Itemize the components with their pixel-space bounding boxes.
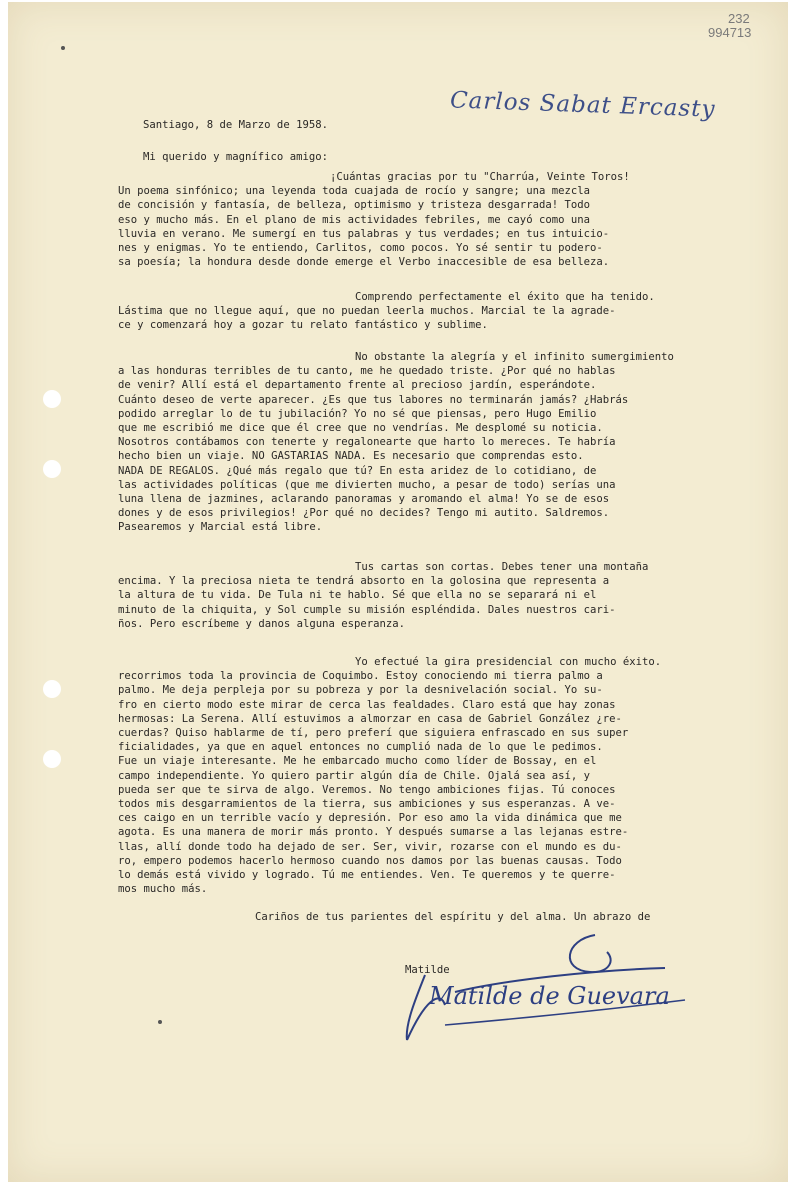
letter-line: No obstante la alegría y el infinito sumergimiento <box>355 351 674 363</box>
letter-line: la altura de tu vida. De Tula ni te hablo. Sé que ella no se separará ni el <box>118 589 597 602</box>
handwritten-recipient: Carlos Sabat Ercasty <box>449 87 716 123</box>
letter-line: ce y comenzará hoy a gozar tu relato fantástico y sublime. <box>118 319 488 332</box>
letter-line: Lástima que no llegue aquí, que no puedan leerla muchos. Marcial te la agrade- <box>118 305 616 318</box>
letter-line: luna llena de jazmines, aclarando panoramas y aromando el alma! Yo se de esos <box>118 493 610 505</box>
letter-line: ro, empero podemos hacerlo hermoso cuando nos damos por las buenas causas. Todo <box>118 854 622 867</box>
letter-line: Tus cartas son cortas. Debes tener una montaña <box>355 561 649 573</box>
letter-line: todos mis desgarramientos de la tierra, sus ambiciones y sus esperanzas. A ve- <box>118 798 616 810</box>
letter-line: ños. Pero escríbeme y danos alguna esperanza. <box>118 617 406 630</box>
letter-line: hecho bien un viaje. NO GASTARIAS NADA. Es necesario que comprendas esto. <box>118 450 584 463</box>
signature-flourish <box>570 935 611 972</box>
punch-hole <box>43 390 61 408</box>
archive-numbers <box>708 12 751 40</box>
letter-line: fro en cierto modo este mirar de cerca las fealdades. Claro está que hay zonas <box>118 698 616 711</box>
letter-line: que me escribió me dice que él cree que no vendrías. Me desplomé su noticia. <box>118 422 603 434</box>
letter-line: podido arreglar lo de tu jubilación? Yo no sé que piensas, pero Hugo Emilio <box>118 407 597 420</box>
punch-hole <box>43 750 61 768</box>
archive-number: 232 <box>728 11 750 26</box>
ink-dot <box>158 1020 162 1024</box>
letter-line: Un poema sinfónico; una leyenda toda cuajada de rocío y sangre; una mezcla <box>118 185 590 198</box>
letter-line: las actividades políticas (que me divierten mucho, a pesar de todo) serías una <box>118 478 616 491</box>
date-line: Santiago, 8 de Marzo de 1958. <box>143 119 328 131</box>
letter-line: de venir? Allí está el departamento frente al precioso jardín, esperándote. <box>118 379 597 392</box>
letter-line: nes y enigmas. Yo te entiendo, Carlitos, como pocos. Yo sé sentir tu podero- <box>118 242 603 254</box>
letter-line: Yo efectué la gira presidencial con mucho éxito. <box>355 656 662 668</box>
letter-line: llas, allí donde todo ha dejado de ser. Ser, vivir, rozarse con el mundo es du- <box>118 840 622 853</box>
letter-line: Fue un viaje interesante. Me he embarcado mucho como líder de Bossay, en el <box>118 755 597 768</box>
letter-line: lo demás está vivido y logrado. Tú me entiendes. Ven. Te queremos y te querre- <box>118 869 616 881</box>
letter-line: Cuánto deseo de verte aparecer. ¿Es que tus labores no terminarán jamás? ¿Habrás <box>118 393 629 406</box>
letter-line: NADA DE REGALOS. ¿Qué más regalo que tú? En esta aridez de lo cotidiano, de <box>118 464 597 477</box>
letter-line: recorrimos toda la provincia de Coquimbo. Estoy conociendo mi tierra palmo a <box>118 670 603 683</box>
letter-line: minuto de la chiquita, y Sol cumple su misión espléndida. Dales nuestros cari- <box>118 603 616 616</box>
letter-line: eso y mucho más. En el plano de mis actividades febriles, me cayó como una <box>118 213 590 226</box>
typed-signature: Matilde <box>405 964 450 976</box>
punch-hole <box>43 680 61 698</box>
letter-line: Pasearemos y Marcial está libre. <box>118 521 323 534</box>
letter-line: Comprendo perfectamente el éxito que ha tenido. <box>355 291 655 303</box>
letter-line: ces caigo en un terrible vacío y depresión. Por eso amo la vida dinámica que me <box>118 812 622 825</box>
salutation: Mi querido y magnífico amigo: <box>143 151 328 163</box>
signature-text: Matilde de Guevara <box>429 982 670 1010</box>
letter-line: sa poesía; la hondura desde donde emerge el Verbo inaccesible de esa belleza. <box>118 256 610 269</box>
letter-line: agota. Es una manera de morir más pronto. Y después sumarse a las lejanas estre- <box>118 826 629 839</box>
letter-line: cuerdas? Quiso hablarme de tí, pero preferí que siguiera enfrascado en sus super <box>118 727 629 739</box>
handwritten-signature <box>385 930 705 1050</box>
letter-line: lluvia en verano. Me sumergí en tus palabras y tus verdades; en tus intuicio- <box>118 227 610 240</box>
punch-hole <box>43 460 61 478</box>
letter-line: ¡Cuántas gracias por tu "Charrúa, Veinte Toros! <box>330 171 630 183</box>
letter-line: ficialidades, ya que en aquel entonces no cumplió nada de lo que le pedimos. <box>118 741 603 754</box>
letter-line: pueda ser que te sirva de algo. Veremos. No tengo ambiciones fijas. Tú conoces <box>118 783 616 796</box>
archive-number: 994713 <box>708 25 752 40</box>
letter-line: encima. Y la preciosa nieta te tendrá absorto en la golosina que representa a <box>118 575 610 588</box>
ink-dot <box>61 46 65 50</box>
letter-line: hermosas: La Serena. Allí estuvimos a almorzar en casa de Gabriel González ¿re- <box>118 712 622 725</box>
letter-line: Nosotros contábamos con tenerte y regalonearte que harto lo mereces. Te habría <box>118 436 616 449</box>
letter-line: de concisión y fantasía, de belleza, optimismo y tristeza desgarrada! Todo <box>118 199 590 212</box>
letter-line: a las honduras terribles de tu canto, me he quedado triste. ¿Por qué no hablas <box>118 365 616 378</box>
letter-line: campo independiente. Yo quiero partir algún día de Chile. Ojalá sea así, y <box>118 769 590 782</box>
letter-line: Cariños de tus parientes del espíritu y del alma. Un abrazo de <box>255 911 651 923</box>
letter-line: dones y de esos privilegios! ¿Por qué no decides? Tengo mi autito. Saldremos. <box>118 507 610 520</box>
letter-line: palmo. Me deja perpleja por su pobreza y por la desnivelación social. Yo su- <box>118 684 603 697</box>
letter-line: mos mucho más. <box>118 883 208 896</box>
